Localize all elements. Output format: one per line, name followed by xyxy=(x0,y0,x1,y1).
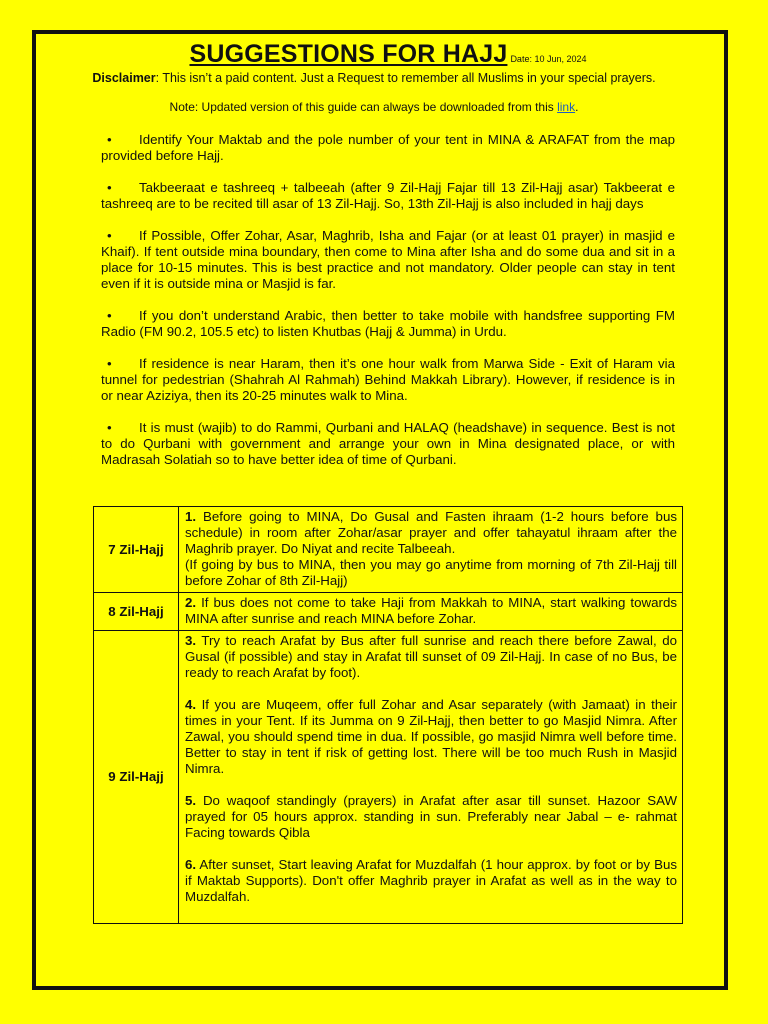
step-text: Do waqoof standingly (prayers) in Arafat after asar till sunset. Hazoor SAW prayed for 05 hours approx. standing in sun. Preferably near Jabal – e- rahmat Facing towards Qibla xyxy=(185,793,677,840)
bullet-text: If Possible, Offer Zohar, Asar, Maghrib, Isha and Fajar (or at least 01 prayer) in masjid e Khaif). If tent outside mina boundary, then come to Mina after Isha and do some dua and sit in a place for 10-15 minutes. This is best practice and not mandatory. Older people can stay in tent even if it is outside mina or Masjid is far. xyxy=(101,228,675,291)
bullet-text: It is must (wajib) to do Rammi, Qurbani and HALAQ (headshave) in sequence. Best is not to do Qurbani with government and arrange your own in Mina designated place, or with Madrasah Solatiah so to have better idea of time of Qurbani. xyxy=(101,420,675,467)
step-text: Before going to MINA, Do Gusal and Fasten ihraam (1-2 hours before bus schedule) in room after Zohar/asar prayer and offer tahayatul ihraam after the Maghrib prayer. Do Niyat and recite Talbeeah. xyxy=(185,509,677,556)
header xyxy=(66,40,682,114)
step-item xyxy=(185,509,677,589)
bullet-item xyxy=(101,132,675,164)
step-cell xyxy=(179,593,683,631)
step-text: After sunset, Start leaving Arafat for Muzdalfah (1 hour approx. by foot or by Bus if Maktab Supports). Don't offer Maghrib prayer in Arafat as well as in the way to Muzdalfah. xyxy=(185,857,677,904)
bullet-dot: • xyxy=(107,420,112,435)
step-number: 2. xyxy=(185,595,197,610)
bullet-text: Takbeeraat e tashreeq + talbeeah (after 9 Zil-Hajj Fajar till 13 Zil-Hajj asar) Takbeerat e tashreeq are to be recited till asar of 13 Zil-Hajj. So, 13th Zil-Hajj is also included in hajj days xyxy=(101,180,675,211)
bullet-item xyxy=(101,308,675,340)
step-number: 3. xyxy=(185,633,197,648)
download-link[interactable]: link xyxy=(557,100,576,114)
update-note xyxy=(66,100,682,114)
bullet-dot: • xyxy=(107,180,112,195)
step-number: 4. xyxy=(185,697,197,712)
date-label: Date: 10 Jun, 2024 xyxy=(510,54,587,64)
step-item xyxy=(185,857,677,905)
bullet-list xyxy=(101,132,675,484)
disclaimer xyxy=(66,71,682,85)
table-row xyxy=(94,593,683,631)
note-end: . xyxy=(575,100,579,114)
step-number: 1. xyxy=(185,509,197,524)
bullet-item xyxy=(101,356,675,404)
step-item xyxy=(185,793,677,841)
step-number: 6. xyxy=(185,857,197,872)
page-title: SUGGESTIONS FOR HAJJ xyxy=(189,40,508,68)
day-cell: 8 Zil-Hajj xyxy=(94,593,179,631)
step-item xyxy=(185,697,677,777)
step-item xyxy=(185,633,677,681)
hajj-days-table xyxy=(93,506,683,924)
step-text: Try to reach Arafat by Bus after full sunrise and reach there before Zawal, do Gusal (if possible) and stay in Arafat till sunset of 09 Zil-Hajj. In case of no Bus, be ready to reach Arafat by foot). xyxy=(185,633,677,680)
bullet-text: Identify Your Maktab and the pole number of your tent in MINA & ARAFAT from the map provided before Hajj. xyxy=(101,132,675,163)
step-item xyxy=(185,595,677,627)
bullet-dot: • xyxy=(107,308,112,323)
title-row xyxy=(66,40,682,69)
bullet-item xyxy=(101,420,675,468)
table-row xyxy=(94,631,683,924)
step-text: If bus does not come to take Haji from Makkah to MINA, start walking towards MINA after sunrise and reach MINA before Zohar. xyxy=(185,595,677,626)
day-cell: 7 Zil-Hajj xyxy=(94,507,179,593)
bullet-dot: • xyxy=(107,228,112,243)
bullet-text: If residence is near Haram, then it’s one hour walk from Marwa Side - Exit of Haram via tunnel for pedestrian (Shahrah Al Rahmah) Behind Makkah Library). However, if residence is in or near Aziziya, then its 20-25 minutes walk to Mina. xyxy=(101,356,675,403)
table-row xyxy=(94,507,683,593)
step-cell xyxy=(179,507,683,593)
bullet-dot: • xyxy=(107,132,112,147)
disclaimer-text: : This isn’t a paid content. Just a Request to remember all Muslims in your special prayers. xyxy=(155,71,656,85)
bullet-item xyxy=(101,228,675,292)
step-number: 5. xyxy=(185,793,197,808)
step-text: If you are Muqeem, offer full Zohar and Asar separately (with Jamaat) in their times in your Tent. If its Jumma on 9 Zil-Hajj, then better to go Masjid Nimra. After Zawal, you should spend time in dua. If possible, go masjid Nimra well before time. Better to stay in tent if risk of getting lost. There will be too much Rush in Masjid Nimra. xyxy=(185,697,677,776)
bullet-dot: • xyxy=(107,356,112,371)
note-text: Note: Updated version of this guide can always be downloaded from this xyxy=(169,100,558,114)
disclaimer-label: Disclaimer xyxy=(92,71,156,85)
bullet-text: If you don’t understand Arabic, then better to take mobile with handsfree supporting FM Radio (FM 90.2, 105.5 etc) to listen Khutbas (Hajj & Jumma) in Urdu. xyxy=(101,308,675,339)
bullet-item xyxy=(101,180,675,212)
step-extra: (If going by bus to MINA, then you may go anytime from morning of 7th Zil-Hajj till before Zohar of 8th Zil-Hajj) xyxy=(185,557,677,588)
day-cell: 9 Zil-Hajj xyxy=(94,631,179,924)
step-cell xyxy=(179,631,683,924)
